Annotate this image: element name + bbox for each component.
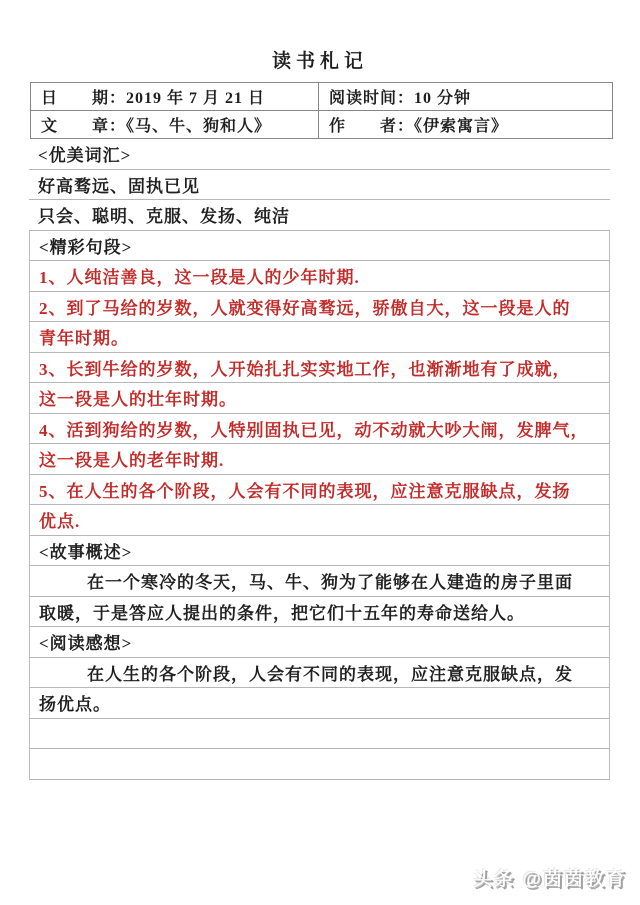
note-line: <优美词汇> xyxy=(29,139,610,170)
note-line xyxy=(29,749,610,780)
meta-row-article xyxy=(31,111,613,139)
meta-row-date xyxy=(31,83,613,111)
meta-date-cell: 日 期：2019 年 7 月 21 日 xyxy=(31,83,319,111)
note-line: 好高骛远、固执已见 xyxy=(29,170,610,201)
note-line xyxy=(29,719,610,750)
note-line: 1、人纯洁善良，这一段是人的少年时期. xyxy=(29,261,610,292)
note-line: <故事概述> xyxy=(29,536,610,567)
note-line: 只会、聪明、克服、发扬、纯洁 xyxy=(29,200,610,231)
note-line: 3、长到牛给的岁数，人开始扎扎实实地工作，也渐渐地有了成就， xyxy=(29,353,610,384)
note-line: 这一段是人的壮年时期。 xyxy=(29,383,610,414)
meta-article-cell: 文 章：《马、牛、狗和人》 xyxy=(31,111,319,139)
note-line: 这一段是人的老年时期. xyxy=(29,444,610,475)
note-line: 优点. xyxy=(29,505,610,536)
meta-author-cell: 作 者：《伊索寓言》 xyxy=(319,111,613,139)
watermark: 头条 @茵茵教育 xyxy=(473,869,627,890)
note-line: 2、到了马给的岁数，人就变得好高骛远，骄傲自大，这一段是人的 xyxy=(29,292,610,323)
note-line: 青年时期。 xyxy=(29,322,610,353)
notes-body xyxy=(29,139,610,780)
note-line: 取暖，于是答应人提出的条件，把它们十五年的寿命送给人。 xyxy=(29,597,610,628)
page-title: 读书札记 xyxy=(271,51,368,72)
note-line: 5、在人生的各个阶段，人会有不同的表现，应注意克服缺点，发扬 xyxy=(29,475,610,506)
note-line: <阅读感想> xyxy=(29,627,610,658)
note-line: 扬优点。 xyxy=(29,688,610,719)
note-line: 4、活到狗给的岁数，人特别固执已见，动不动就大吵大闹，发脾气， xyxy=(29,414,610,445)
note-line: 在人生的各个阶段，人会有不同的表现，应注意克服缺点，发 xyxy=(29,658,610,689)
note-line: <精彩句段> xyxy=(29,231,610,262)
note-line: 在一个寒冷的冬天，马、牛、狗为了能够在人建造的房子里面 xyxy=(29,566,610,597)
meta-reading-time-cell: 阅读时间：10 分钟 xyxy=(319,83,613,111)
meta-table xyxy=(30,82,613,139)
